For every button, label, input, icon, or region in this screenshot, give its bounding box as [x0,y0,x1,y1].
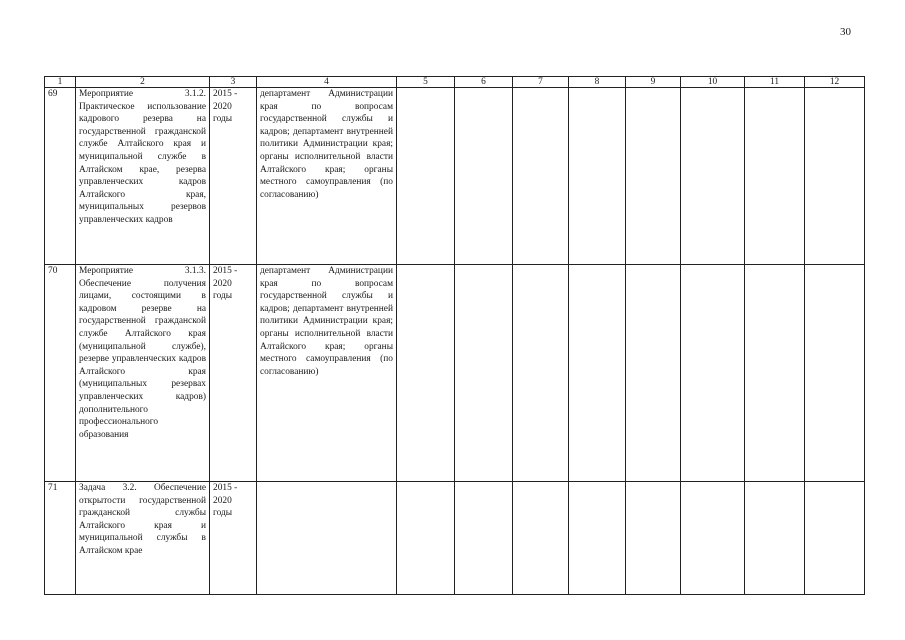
empty-cell [455,88,513,265]
empty-cell [455,265,513,482]
column-header-12: 12 [805,77,865,88]
column-header-2: 2 [76,77,210,88]
empty-cell [569,88,626,265]
column-header-3: 3 [210,77,257,88]
empty-cell [513,88,569,265]
responsible: департамент Администрации края по вопросам государственной службы и кадров; департамент внутренней политики Администрации края; органы исполнительной власти Алтайского края; органы местного самоуправления (по согласованию) [257,265,397,482]
empty-cell [805,482,865,595]
column-header-6: 6 [455,77,513,88]
empty-cell [513,265,569,482]
program-table [44,76,865,595]
empty-cell [745,482,805,595]
empty-cell [397,88,455,265]
table-header-row [45,77,865,88]
empty-cell [681,482,745,595]
row-number: 70 [45,265,76,482]
empty-cell [745,265,805,482]
activity-name: Задача 3.2. Обеспечение открытости государственной гражданской службы Алтайского края и муниципальной службы в Алтайском крае [76,482,210,595]
period: 2015 - 2020 годы [210,265,257,482]
activity-name: Мероприятие 3.1.3. Обеспечение получения лицами, состоящими в кадровом резерве на государственной гражданской службе Алтайского края (муниципальной службе), резерве управленческих кадров Алтайского края (муниципальных резервах управленческих кадров) дополнительного профессионального образования [76,265,210,482]
empty-cell [513,482,569,595]
column-header-11: 11 [745,77,805,88]
empty-cell [681,88,745,265]
column-header-5: 5 [397,77,455,88]
empty-cell [569,265,626,482]
empty-cell [455,482,513,595]
column-header-10: 10 [681,77,745,88]
empty-cell [626,88,681,265]
period: 2015 - 2020 годы [210,482,257,595]
empty-cell [569,482,626,595]
empty-cell [397,482,455,595]
row-number: 69 [45,88,76,265]
page-number: 30 [840,26,851,38]
column-header-4: 4 [257,77,397,88]
empty-cell [626,265,681,482]
empty-cell [626,482,681,595]
column-header-1: 1 [45,77,76,88]
empty-cell [745,88,805,265]
activity-name: Мероприятие 3.1.2. Практическое использование кадрового резерва на государственной гражданской службе Алтайского края и муниципальной службе в Алтайском крае, резерва управленческих кадров Алтайского края, муниципальных резервов управленческих кадров [76,88,210,265]
empty-cell [805,265,865,482]
empty-cell [681,265,745,482]
responsible: департамент Администрации края по вопросам государственной службы и кадров; департамент внутренней политики Администрации края; органы исполнительной власти Алтайского края; органы местного самоуправления (по согласованию) [257,88,397,265]
column-header-9: 9 [626,77,681,88]
responsible [257,482,397,595]
column-header-8: 8 [569,77,626,88]
empty-cell [397,265,455,482]
table-row [45,482,865,595]
empty-cell [805,88,865,265]
column-header-7: 7 [513,77,569,88]
table-row [45,88,865,265]
row-number: 71 [45,482,76,595]
period: 2015 - 2020 годы [210,88,257,265]
table-row [45,265,865,482]
